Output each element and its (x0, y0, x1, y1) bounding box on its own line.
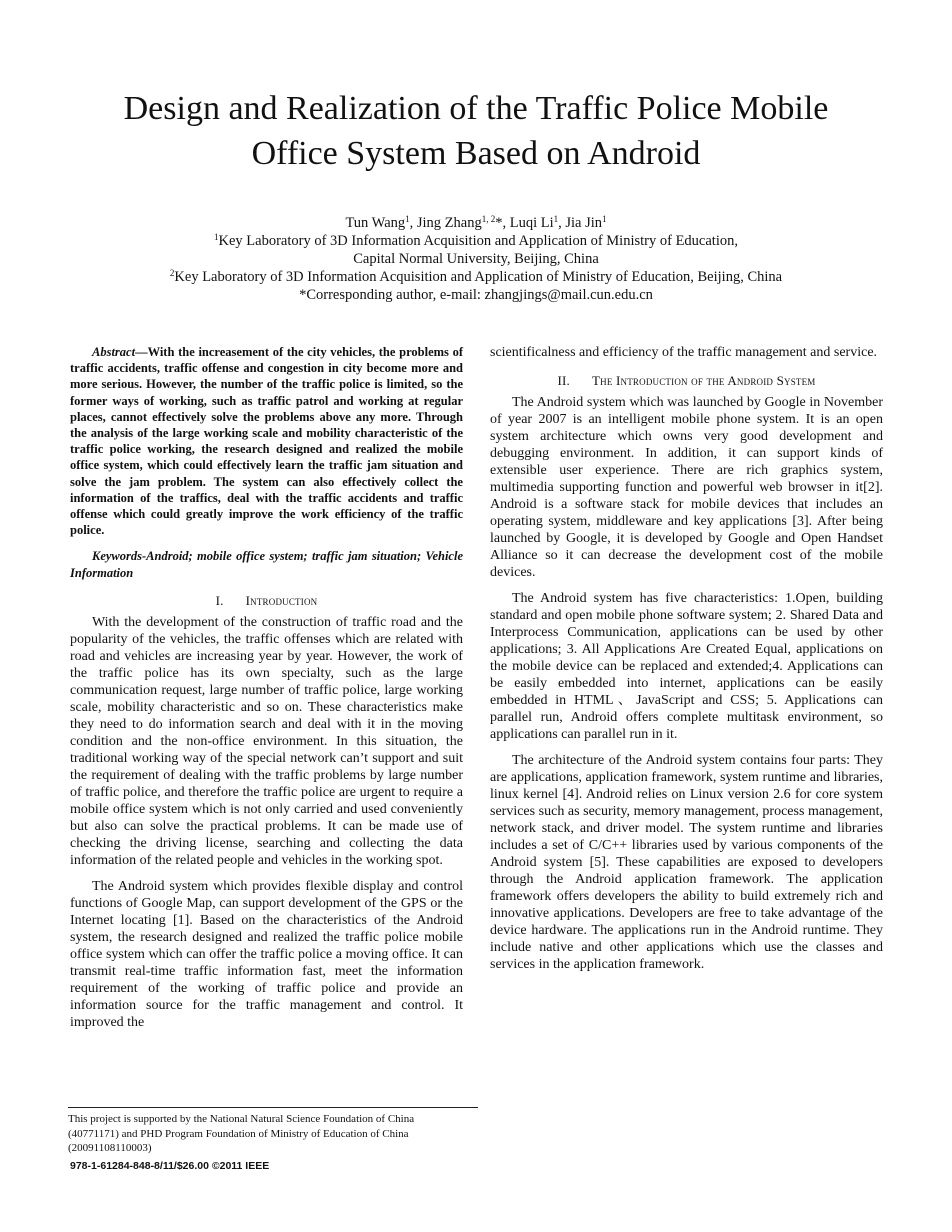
paragraph: The Android system which was launched by Google in November of year 2007 is an intelligent mobile phone system. It is an open system architecture which owns very good development and debugging environment. In addition, it can support kinds of extensible user experience. There are rich graphics system, multimedia supporting function and powerful web browser in it[2]. Android is a software stack for mobile devices that includes an operating system, middleware and key applications [3]. After being launched by Google, it is developed by Google and Open Handset Alliance so it can decrease the development cost of the mobile devices. (490, 395, 883, 580)
title-line-1: Design and Realization of the Traffic Police Mobile (123, 90, 829, 127)
corresponding-author: *Corresponding author, e-mail: zhangjings@mail.cun.edu.cn (299, 287, 653, 303)
abstract: Abstract—With the increasement of the city vehicles, the problems of traffic accidents, traffic offense and congestion in city become more and more serious. However, the number of the traffic police is limited, so the former ways of working, such as traffic patrol and working at regular places, cannot effectively solve the problems above any more. Through the analysis of the large working scale and mobility characteristic of the traffic police working, the research designed and realized the mobile office system, which could effectively learn the traffic jam situation and solve the jam problem. The system can also effectively collect the information of the traffics, deal with the traffic accidents and traffic offense which could greatly improve the work efficiency of the traffic police. (70, 345, 463, 538)
left-column (70, 344, 463, 1031)
affiliation-2: $^2$Key Laboratory of 3D Information Acquisition and Application of Ministry of Education, Beijing, China (169, 268, 783, 285)
author-superscript: 1 (553, 214, 559, 224)
right-column (490, 344, 883, 973)
author-list: Tun Wang$^1$, Jing Zhang$^{1, 2}$*, Luqi Li$^1$, Jia Jin$^1$ (345, 214, 607, 231)
paragraph-continued: scientificalness and efficiency of the traffic management and service. (490, 345, 878, 360)
abstract-text: With the increasement of the city vehicles, the problems of traffic accidents, traffic offense and congestion in city become more and more serious. However, the number of the traffic police is limited, so the former ways of working, such as traffic patrol and working at regular places, cannot effectively solve the problems above any more. Through the analysis of the large working scale and mobility characteristic of the traffic police working, the research designed and realized the mobile office system, which could effectively learn the traffic jam situation and solve the jam problem. The system can also effectively collect the information of the traffics, deal with the traffic accidents and traffic offense which could greatly improve the work efficiency of the traffic police. (70, 345, 463, 538)
paragraph: The architecture of the Android system contains four parts: They are applications, application framework, system runtime and libraries, linux kernel [4]. Android relies on Linux version 2.6 for core system services such as security, memory management, process management, network stack, and driver model. The system runtime and libraries includes a set of C/C++ libraries used by various components of the Android system [5]. These capabilities are exposed to developers through the Android application framework. The application framework offers developers the ability to build extremely rich and innovative applications. Developers are free to take advantage of the device hardware. The applications run in the Android runtime. They include native and other applications which use the classes and services in the application framework. (490, 753, 883, 972)
footnote-divider (68, 1107, 478, 1108)
paragraph: The Android system which provides flexible display and control functions of Google Map, can support development of the GPS or the Internet locating [1]. Based on the characteristics of the Android system, the research designed and realized the traffic police mobile office system which can offer the traffic police a moving office. It can transmit real-time traffic information fast, meet the information requirement of the working of traffic police and provide an information source for the traffic management and control. It improved the (70, 878, 463, 1030)
title-line-2: Office System Based on Android (251, 135, 701, 172)
author-superscript: 1, 2 (481, 214, 496, 224)
affiliation-1: $^1$Key Laboratory of 3D Information Acquisition and Application of Ministry of Education, (214, 232, 738, 249)
section-heading-android: II. The Introduction of the Android System (557, 373, 816, 388)
author-name: Jia Jin (565, 215, 603, 231)
author-superscript: 1 (602, 214, 607, 224)
funding-footnote: This project is supported by the National Natural Science Foundation of China (40771171) and PHD Program Foundation of Ministry of Education of China (20091108110003) (68, 1113, 415, 1154)
author-name: Luqi Li (509, 215, 554, 231)
isbn-copyright: 978-1-61284-848-8/11/$26.00 ©2011 IEEE (70, 1160, 270, 1172)
paper-title (40, 86, 912, 176)
abstract-label: Abstract (92, 345, 136, 359)
corresponding-mark: * (495, 215, 503, 231)
paragraph: With the development of the construction of traffic road and the popularity of the vehicles, the traffic offenses which are related with road and vehicles are increasing year by year. However, the work of the traffic police has its own specialty, such as the large communication request, large number of traffic police, large working scale, mobility characteristic and so on. These characteristics make they need to do information search and deal with it in the moving condition and the non-office environment. In this situation, the traditional working way of the special network can’t support and suit the requirement of dealing with the traffic problems by large number of traffic police, and therefore the traffic police are urgent to require a mobile office system which is not only carried and used conveniently but also can solve the practical problems. It can be made use of checking the driving license, searching and collecting the data information of the related people and vehicles in the working spot. (70, 614, 463, 868)
keywords: Keywords-Android; mobile office system; traffic jam situation; Vehicle Information (70, 549, 463, 580)
author-name: Jing Zhang (416, 215, 482, 231)
section-heading-introduction: I. Introduction (215, 592, 318, 608)
author-name: Tun Wang (345, 215, 406, 231)
affiliation-1-cont: Capital Normal University, Beijing, China (353, 251, 599, 267)
paragraph: The Android system has five characteristics: 1.Open, building standard and open mobile phone software system; 2. Shared Data and Interprocess Communication, applications can be used by other applications; 3. All Applications Are Created Equal, applications on the mobile device can be replaced and extended;4. Applications can be easily embedded into internet, applications can be easily embedded in HTML、JavaScript and CSS; 5. Applications can parallel run, Android offers complete multitask environment, so applications can parallel run in it. (490, 591, 883, 742)
author-superscript: 1 (405, 214, 410, 224)
author-block (40, 214, 912, 304)
